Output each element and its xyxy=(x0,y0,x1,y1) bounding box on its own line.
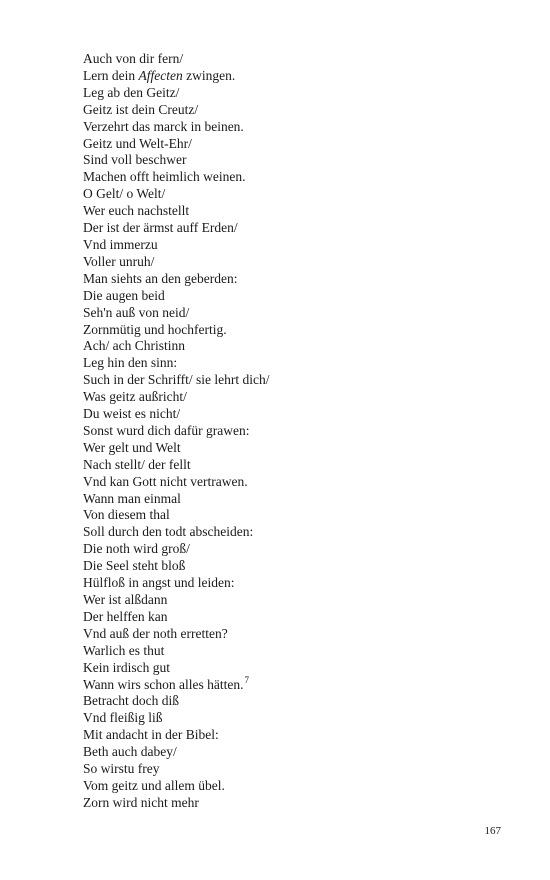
poem-line xyxy=(83,254,503,271)
poem-line-text: Beth auch dabey/ xyxy=(83,744,177,760)
poem-line-text: Soll durch den todt abscheiden: xyxy=(83,524,254,540)
poem-line xyxy=(83,102,503,119)
poem-line-text: Vnd immerzu xyxy=(83,236,158,252)
poem-line-text: Vnd fleißig liß xyxy=(83,710,163,726)
poem-line xyxy=(83,643,503,660)
poem-text xyxy=(83,51,503,812)
poem-line xyxy=(83,338,503,355)
poem-line-text: zwingen. xyxy=(182,67,236,83)
poem-line xyxy=(83,271,503,288)
poem-line-text: Der helffen kan xyxy=(83,608,168,624)
poem-line xyxy=(83,592,503,609)
poem-line xyxy=(83,288,503,305)
poem-line-text: Lern dein xyxy=(83,67,139,83)
italic-word: Affecten xyxy=(138,67,183,83)
poem-line-text: Wer ist alßdann xyxy=(83,592,168,607)
poem-line xyxy=(83,440,503,457)
poem-line xyxy=(83,761,503,778)
poem-line xyxy=(83,85,503,102)
poem-line-text: Wer euch nachstellt xyxy=(83,203,190,219)
poem-line-text: Warlich es thut xyxy=(83,642,165,658)
poem-line xyxy=(83,51,503,68)
poem-line-text: Kein irdisch gut xyxy=(83,659,170,675)
poem-line-text: Betracht doch diß xyxy=(83,693,179,709)
poem-line-text: Man siehts an den geberden: xyxy=(83,270,238,286)
poem-line xyxy=(83,457,503,474)
poem-line xyxy=(83,152,503,169)
poem-line-text: Die Seel steht bloß xyxy=(83,558,186,574)
poem-line-text: Der ist der ärmst auff Erden/ xyxy=(83,220,238,236)
poem-line xyxy=(83,609,503,626)
poem-line xyxy=(83,744,503,761)
poem-line xyxy=(83,169,503,186)
poem-line xyxy=(83,372,503,389)
poem-line xyxy=(83,575,503,592)
poem-line-text: Vnd kan Gott nicht vertrawen. xyxy=(83,473,248,489)
poem-line xyxy=(83,305,503,322)
poem-line-text: So wirstu frey xyxy=(83,761,160,777)
poem-line xyxy=(83,186,503,203)
poem-line-text: Wann wirs schon alles hätten. xyxy=(83,676,244,692)
poem-line-text: Verzehrt das marck in beinen. xyxy=(83,118,244,134)
poem-line-text: Vom geitz und allem übel. xyxy=(83,777,225,793)
poem-line xyxy=(83,237,503,254)
poem-line-text: Hülfloß in angst und leiden: xyxy=(83,575,235,591)
poem-line xyxy=(83,693,503,710)
poem-line-text: Leg ab den Geitz/ xyxy=(83,84,180,100)
poem-line-text: Auch von dir fern/ xyxy=(83,51,184,66)
poem-line xyxy=(83,795,503,812)
page-number: 167 xyxy=(484,825,501,837)
poem-line-text: Machen offt heimlich weinen. xyxy=(83,169,246,185)
poem-line xyxy=(83,406,503,423)
poem-line xyxy=(83,674,503,694)
poem-line xyxy=(83,558,503,575)
poem-line-text: Wann man einmal xyxy=(83,490,181,506)
poem-line-text: Du weist es nicht/ xyxy=(83,406,181,422)
poem-line xyxy=(83,423,503,440)
poem-line-text: Ach/ ach Christinn xyxy=(83,338,185,354)
poem-line xyxy=(83,491,503,508)
poem-line xyxy=(83,778,503,795)
poem-line xyxy=(83,710,503,727)
poem-line-text: Geitz und Welt-Ehr/ xyxy=(83,135,192,151)
poem-line xyxy=(83,507,503,524)
footnote-marker[interactable]: 7 xyxy=(244,674,249,685)
poem-line xyxy=(83,727,503,744)
poem-line-text: Wer gelt und Welt xyxy=(83,439,181,455)
poem-line xyxy=(83,660,503,677)
poem-line-text: Sonst wurd dich dafür grawen: xyxy=(83,422,250,438)
poem-line-text: Geitz ist dein Creutz/ xyxy=(83,101,199,117)
poem-line xyxy=(83,68,503,85)
poem-line-text: Seh'n auß von neid/ xyxy=(83,304,190,320)
poem-line xyxy=(83,355,503,372)
poem-line-text: Such in der Schrifft/ sie lehrt dich/ xyxy=(83,372,270,388)
poem-line-text: O Gelt/ o Welt/ xyxy=(83,186,166,202)
poem-line-text: Mit andacht in der Bibel: xyxy=(83,727,219,743)
poem-line xyxy=(83,541,503,558)
poem-line-text: Nach stellt/ der fellt xyxy=(83,456,191,472)
poem-line-text: Zorn wird nicht mehr xyxy=(83,794,199,810)
poem-line xyxy=(83,474,503,491)
poem-line-text: Die augen beid xyxy=(83,287,165,303)
poem-line xyxy=(83,136,503,153)
poem-line-text: Voller unruh/ xyxy=(83,253,155,269)
poem-line-text: Leg hin den sinn: xyxy=(83,355,178,371)
poem-line xyxy=(83,626,503,643)
poem-line-text: Zornmütig und hochfertig. xyxy=(83,321,227,337)
poem-line xyxy=(83,203,503,220)
poem-line xyxy=(83,322,503,339)
poem-line-text: Vnd auß der noth erretten? xyxy=(83,625,228,641)
poem-line-text: Was geitz außricht/ xyxy=(83,389,187,405)
poem-line xyxy=(83,524,503,541)
poem-line xyxy=(83,389,503,406)
poem-line-text: Sind voll beschwer xyxy=(83,152,187,168)
poem-line xyxy=(83,119,503,136)
poem-line xyxy=(83,220,503,237)
poem-line-text: Von diesem thal xyxy=(83,507,170,523)
poem-line-text: Die noth wird groß/ xyxy=(83,541,190,557)
